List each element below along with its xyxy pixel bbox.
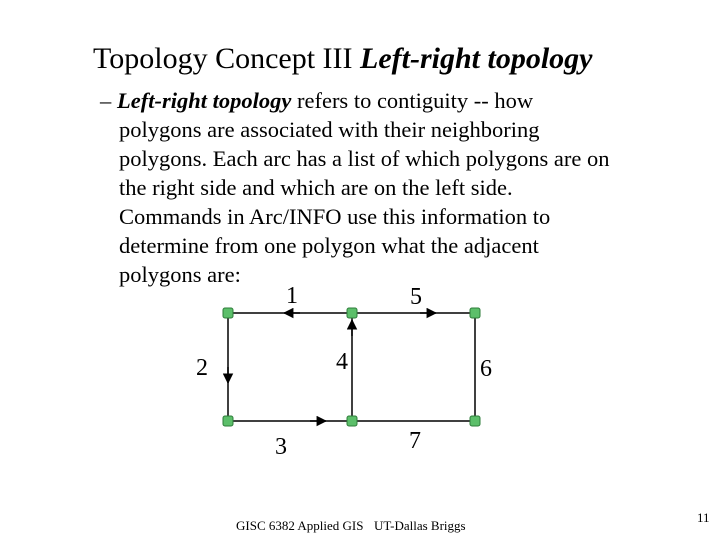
polygon-label-1: 1 — [286, 283, 298, 309]
bullet-line: the right side and which are on the left side. — [119, 175, 513, 200]
node-top-right — [470, 308, 480, 318]
bullet-line: determine from one polygon what the adjacent — [119, 233, 539, 258]
node-bottom-right — [470, 416, 480, 426]
slide-title-plain: Topology Concept III — [93, 42, 361, 75]
node-bottom-middle — [347, 416, 357, 426]
page-number: 11 — [697, 510, 710, 525]
bullet-line: polygons. Each arc has a list of which polygons are on — [119, 146, 610, 171]
node-top-middle — [347, 308, 357, 318]
bullet-line: polygons are: — [119, 262, 241, 287]
polygon-label-2: 2 — [196, 355, 208, 381]
polygon-label-7: 7 — [409, 428, 421, 454]
bullet-dash: – — [100, 88, 112, 113]
polygon-label-3: 3 — [275, 434, 287, 460]
bullet-line: polygons are associated with their neighboring — [119, 117, 540, 142]
slide-title-emphasis: Left-right topology — [360, 42, 593, 75]
footer-course: GISC 6382 Applied GIS — [236, 518, 364, 533]
footer-org: UT-Dallas Briggs — [374, 518, 466, 533]
polygon-label-4: 4 — [336, 349, 348, 375]
node-top-left — [223, 308, 233, 318]
bullet-emphasis: Left-right topology — [117, 88, 292, 113]
bullet-first-line-rest: refers to contiguity -- how — [291, 88, 534, 113]
bullet-line: Commands in Arc/INFO use this information to — [119, 204, 551, 229]
polygon-label-6: 6 — [480, 356, 492, 382]
polygon-label-5: 5 — [410, 284, 422, 310]
node-bottom-left — [223, 416, 233, 426]
